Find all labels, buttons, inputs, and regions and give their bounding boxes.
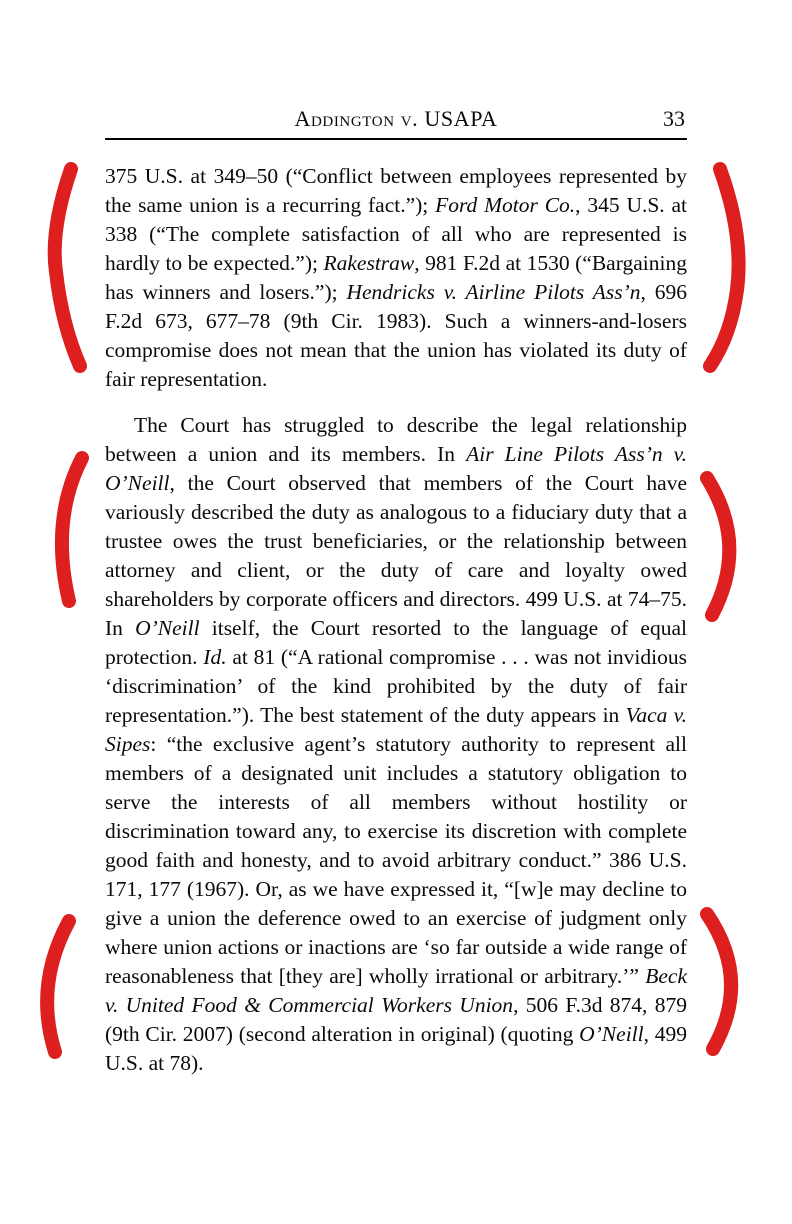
text-run: , 981 F.2d at 1530 (“Bargaining has winners and losers.”); [105,251,687,304]
text-run: , 696 F.2d 673, 677–78 (9th Cir. 1983). Such a winners-and-losers compromise does not mean that the union has violated its duty of fair representation. [105,280,688,391]
case-citation-italic: Air Line Pilots Ass’n v. O’Neill [105,442,687,495]
case-citation-italic: Id. [203,645,227,669]
text-run: at 81 (“A rational compromise . . . was not invidious ‘discrimination’ of the kind prohibited by the duty of fair representation.”). The best statement of the duty appears in [105,645,687,727]
text-run: , 506 F.3d 874, 879 (9th Cir. 2007) (second alteration in original) (quoting [105,993,687,1046]
page-content [105,106,687,1078]
running-header [105,106,687,132]
text-run: , the Court observed that members of the Court have variously described the duty as analogous to a fiduciary duty that a trustee owes the trust beneficiaries, or the relationship between attorney and client, or the duty of care and loyalty owed shareholders by corporate officers and directors. 499 U.S. at 74–75. In [105,471,687,640]
text-run: itself, the Court resorted to the language of equal protection. [105,616,687,669]
case-citation-italic: O’Neill [579,1022,644,1046]
red-close-bracket-paragraph2 [707,478,729,615]
text-run: , 345 U.S. at 338 (“The complete satisfaction of all who are represented is hardly to be expected.”); [105,193,688,275]
text-run: , 499 U.S. at 78). [105,1022,687,1075]
case-citation-italic: Ford Motor Co. [435,193,576,217]
text-run: The Court has struggled to describe the legal relationship between a union and its members. In [105,413,687,466]
case-citation-italic: Beck v. United Food & Commercial Workers Union [105,964,687,1017]
paragraph [105,411,687,1078]
red-open-bracket-paragraph1 [55,169,80,366]
case-citation-italic: Hendricks v. Airline Pilots Ass’n [346,280,641,304]
header-rule [105,138,687,140]
red-open-bracket-paragraph2 [62,458,82,601]
text-run: 375 U.S. at 349–50 (“Conflict between employees represented by the same union is a recurring fact.”); [105,164,687,217]
red-open-bracket-quote [47,921,69,1052]
paragraph [105,162,687,394]
case-citation-italic: Rakestraw [323,251,415,275]
case-citation-italic: O’Neill [135,616,200,640]
red-close-bracket-quote [707,914,731,1049]
text-run: : “the exclusive agent’s statutory authority to represent all members of a designated unit includes a statutory obligation to serve the interests of all members without hostility or discrimination toward any, to exercise its discretion with complete good faith and honesty, and to avoid arbitrary conduct.” 386 U.S. 171, 177 (1967). Or, as we have expressed it, “[w]e may decline to give a union the deference owed to an exercise of judgment only where union actions or inactions are ‘so far outside a wide range of reasonableness that [they are] wholly irrational or arbitrary.’” [105,732,687,988]
red-close-bracket-paragraph1 [710,169,739,366]
header-page-number: 33 [663,106,685,131]
case-citation-italic: Vaca v. Sipes [105,703,687,756]
header-case-title: Addington v. USAPA [294,106,498,131]
opinion-body [105,162,687,1078]
